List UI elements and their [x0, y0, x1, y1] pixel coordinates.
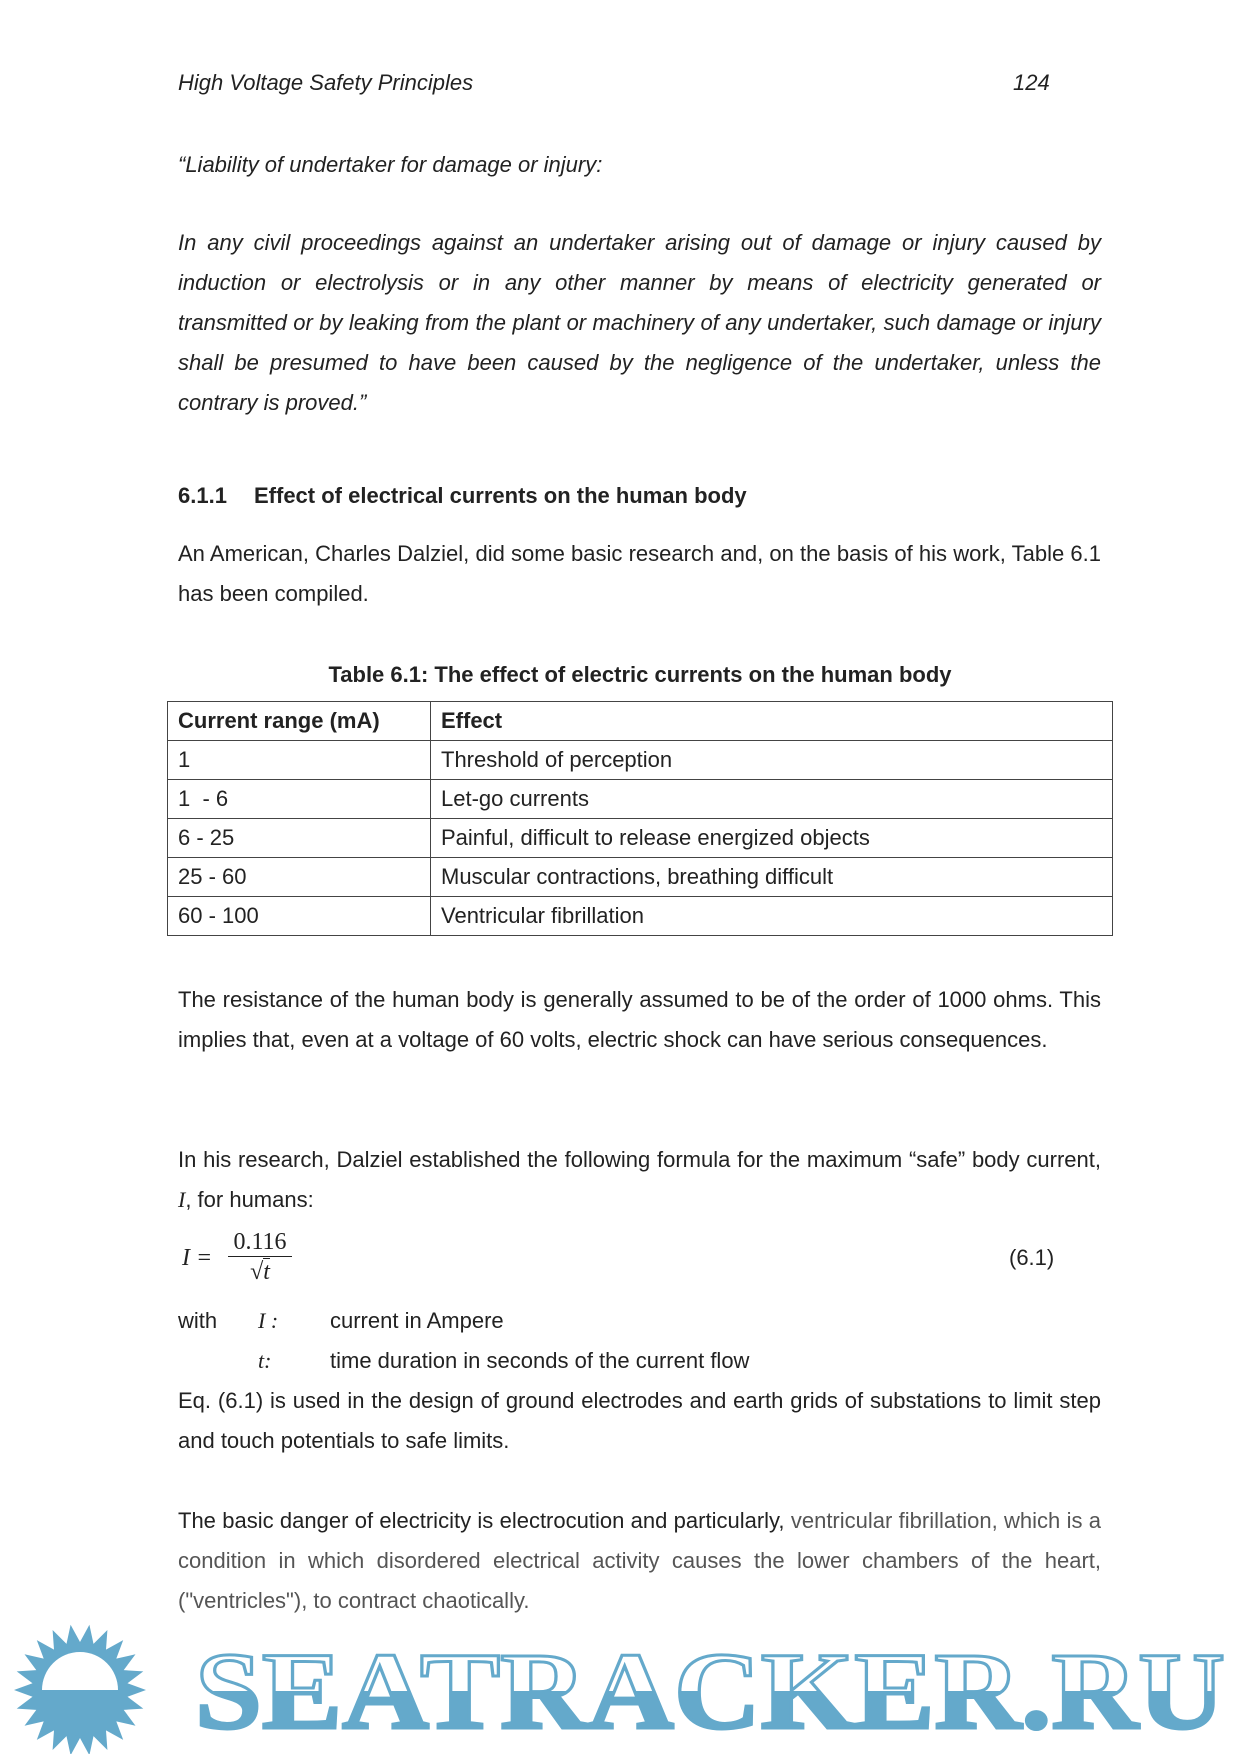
var-description: current in Ampere	[330, 1308, 504, 1333]
equation-number: (6.1)	[1009, 1245, 1055, 1270]
denominator-var: t	[263, 1259, 270, 1285]
cell: 1	[168, 741, 431, 780]
running-header-title: High Voltage Safety Principles	[178, 70, 474, 95]
watermark-logo	[0, 1624, 1240, 1754]
fraction	[228, 1228, 292, 1287]
with-label: with	[178, 1308, 218, 1333]
sqrt-icon: √	[250, 1259, 264, 1285]
var-symbol: t:	[258, 1348, 272, 1373]
watermark-text: SEATRACKER.RU	[195, 1630, 1225, 1752]
text: , for humans:	[185, 1187, 314, 1212]
quote-title: “Liability of undertaker for damage or injury:	[178, 152, 603, 177]
text: The basic danger of electricity is electrocution and particularly,	[178, 1508, 791, 1533]
var-symbol: I :	[258, 1308, 279, 1333]
cell: Let-go currents	[431, 780, 1113, 819]
sun-icon	[14, 1625, 146, 1754]
cell: Ventricular fibrillation	[431, 897, 1113, 936]
table-row	[168, 858, 1113, 897]
text-gray: ventricular fibrillation, which is a condition in which disordered electrical activity causes the lower chambers of the heart, ("ventricles"), to contract chaotically.	[178, 1508, 1102, 1613]
text: In his research, Dalziel established the following formula for the maximum “safe” body current,	[178, 1147, 1101, 1172]
table-caption: Table 6.1: The effect of electric currents on the human body	[328, 662, 952, 687]
cell: 6 - 25	[168, 819, 431, 858]
table-row	[168, 819, 1113, 858]
cell: 25 - 60	[168, 858, 431, 897]
section-heading	[178, 476, 1101, 516]
quote-body: In any civil proceedings against an undertaker arising out of damage or injury caused by induction or electrolysis or in any other manner by means of electricity generated or transmitted or by leaking from the plant or machinery of any undertaker, such damage or injury shall be presumed to have been caused by the negligence of the undertaker, unless the contrary is proved.”	[178, 230, 1101, 415]
section-title: Effect of electrical currents on the human body	[254, 483, 747, 508]
cell: Threshold of perception	[431, 741, 1113, 780]
paragraph: Eq. (6.1) is used in the design of ground electrodes and earth grids of substations to limit step and touch potentials to safe limits.	[178, 1388, 1101, 1453]
equation-lhs: I =	[182, 1245, 213, 1271]
table-row	[168, 897, 1113, 936]
table-row	[168, 780, 1113, 819]
section-number: 6.1.1	[178, 483, 227, 508]
column-header: Current range (mA)	[168, 702, 431, 741]
column-header: Effect	[431, 702, 1113, 741]
numerator: 0.116	[228, 1228, 292, 1257]
effects-table	[167, 701, 1113, 936]
paragraph: The resistance of the human body is generally assumed to be of the order of 1000 ohms. This implies that, even at a voltage of 60 volts, electric shock can have serious consequences.	[178, 987, 1101, 1052]
cell: 1 - 6	[168, 780, 431, 819]
equation	[182, 1228, 302, 1290]
cell: 60 - 100	[168, 897, 431, 936]
denominator	[228, 1257, 292, 1287]
paragraph	[178, 1501, 1101, 1621]
where-list	[178, 1301, 1101, 1381]
paragraph: An American, Charles Dalziel, did some basic research and, on the basis of his work, Table 6.1 has been compiled.	[178, 541, 1101, 606]
var-description: time duration in seconds of the current flow	[330, 1348, 750, 1373]
variable: I	[178, 1187, 186, 1212]
table-header-row	[168, 702, 1113, 741]
table-row	[168, 741, 1113, 780]
cell: Muscular contractions, breathing difficult	[431, 858, 1113, 897]
paragraph	[178, 1140, 1101, 1220]
cell: Painful, difficult to release energized objects	[431, 819, 1113, 858]
page-number: 124	[1013, 70, 1050, 95]
